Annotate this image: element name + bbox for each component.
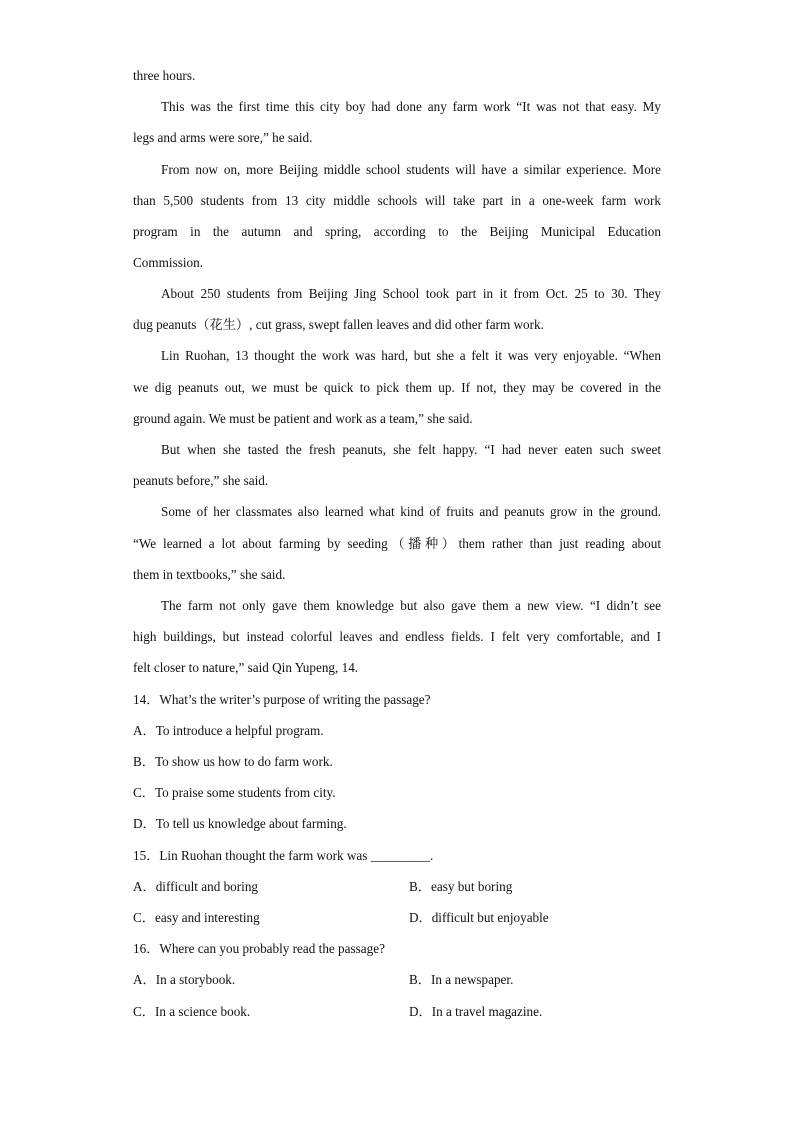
passage-line: them in textbooks,” she said. bbox=[133, 567, 286, 582]
passage-line: But when she tasted the fresh peanuts, she felt happy. “I had never eaten such sweet bbox=[161, 442, 661, 457]
passage-line: peanuts before,” she said. bbox=[133, 473, 269, 488]
passage-line: program in the autumn and spring, according to the Beijing Municipal Education bbox=[133, 224, 661, 239]
passage-line: Commission. bbox=[133, 255, 203, 270]
passage-line: we dig peanuts out, we must be quick to pick them up. If not, they may be covered in the bbox=[133, 380, 661, 395]
passage-line: ground again. We must be patient and work as a team,” she said. bbox=[133, 411, 473, 426]
question-14-stem: 14．What’s the writer’s purpose of writing the passage? bbox=[133, 692, 431, 707]
question-14-option-b: B．To show us how to do farm work. bbox=[133, 754, 333, 769]
passage-line: From now on, more Beijing middle school students will have a similar experience. More bbox=[161, 162, 661, 177]
question-15-option-c: C．easy and interesting bbox=[133, 910, 260, 925]
question-14-option-c: C．To praise some students from city. bbox=[133, 785, 336, 800]
passage-line: “We learned a lot about farming by seeding（播种）them rather than just reading about bbox=[133, 536, 661, 551]
question-15-option-a: A．difficult and boring bbox=[133, 879, 259, 894]
passage-line: legs and arms were sore,” he said. bbox=[133, 130, 313, 145]
passage-line: than 5,500 students from 13 city middle schools will take part in a one-week farm work bbox=[133, 193, 661, 208]
question-16-option-c: C．In a science book. bbox=[133, 1004, 251, 1019]
question-16-stem: 16．Where can you probably read the passage? bbox=[133, 941, 385, 956]
passage-line: Some of her classmates also learned what kind of fruits and peanuts grow in the ground. bbox=[161, 504, 661, 519]
question-15-option-d: D．difficult but enjoyable bbox=[409, 910, 549, 925]
question-14-option-d: D．To tell us knowledge about farming. bbox=[133, 816, 347, 831]
question-16-option-d: D．In a travel magazine. bbox=[409, 1004, 543, 1019]
passage-line: felt closer to nature,” said Qin Yupeng, 14. bbox=[133, 660, 359, 675]
passage-line: three hours. bbox=[133, 68, 196, 83]
passage-line: Lin Ruohan, 13 thought the work was hard, but she a felt it was very enjoyable. “When bbox=[161, 348, 661, 363]
passage-line: dug peanuts（花生）, cut grass, swept fallen leaves and did other farm work. bbox=[133, 317, 544, 332]
passage-line: The farm not only gave them knowledge but also gave them a new view. “I didn’t see bbox=[161, 598, 661, 613]
passage-line: high buildings, but instead colorful leaves and endless fields. I felt very comfortable, and I bbox=[133, 629, 661, 644]
passage-line: About 250 students from Beijing Jing School took part in it from Oct. 25 to 30. They bbox=[161, 286, 661, 301]
question-16-option-a: A．In a storybook. bbox=[133, 972, 236, 987]
question-16-option-b: B．In a newspaper. bbox=[409, 972, 514, 987]
question-15-stem: 15．Lin Ruohan thought the farm work was _________. bbox=[133, 848, 434, 863]
passage-line: This was the first time this city boy had done any farm work “It was not that easy. My bbox=[161, 99, 661, 114]
question-14-option-a: A．To introduce a helpful program. bbox=[133, 723, 324, 738]
question-15-option-b: B．easy but boring bbox=[409, 879, 513, 894]
